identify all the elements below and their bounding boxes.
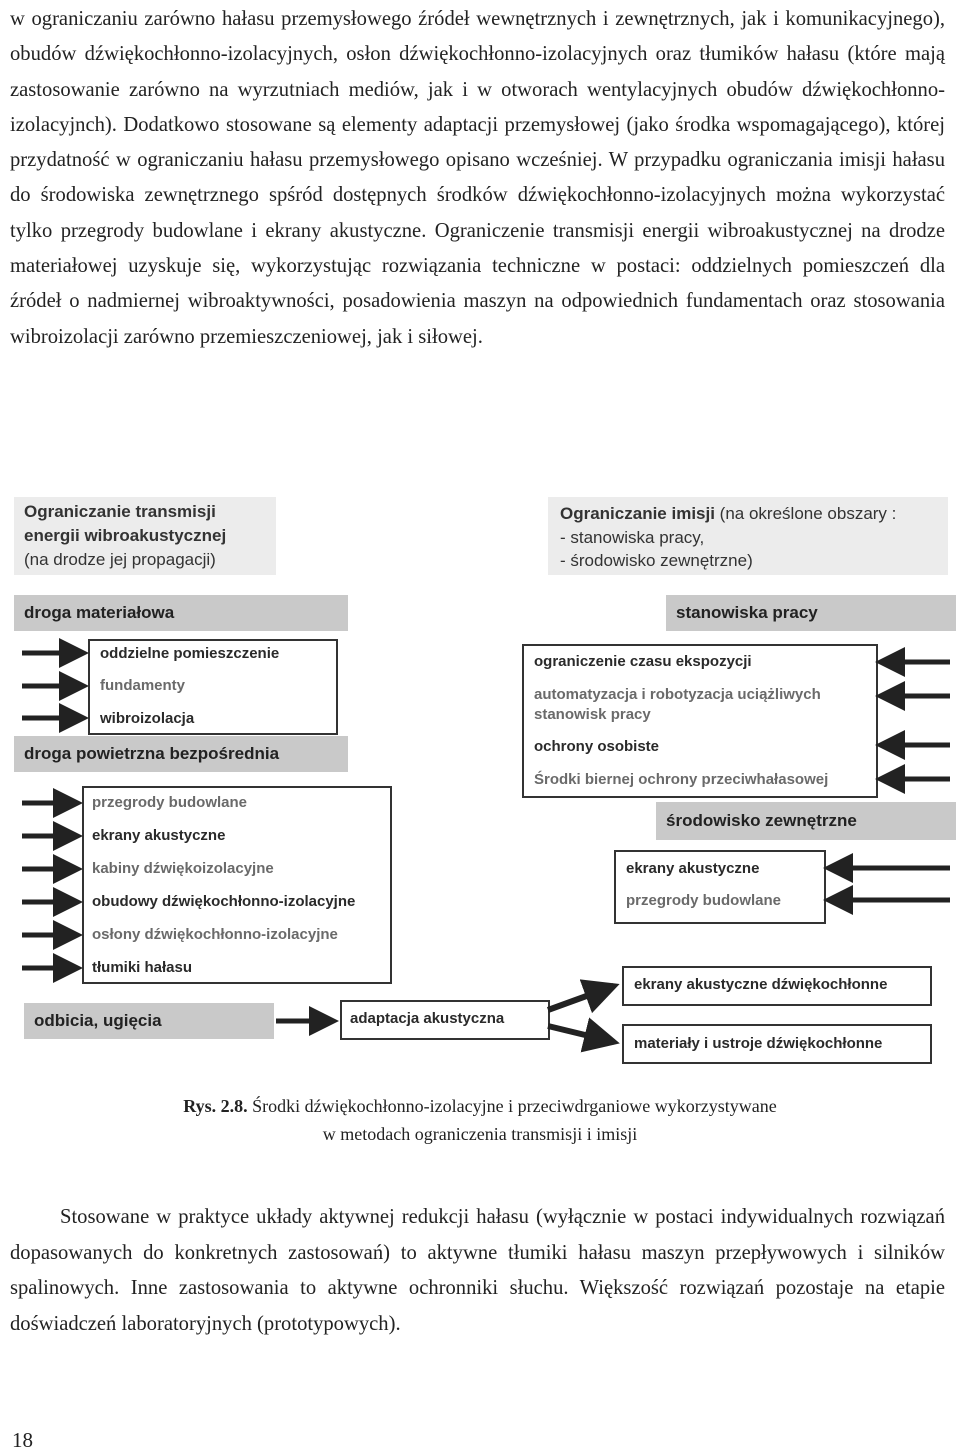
figure-caption-line2: w metodach ograniczenia transmisji i imisji: [322, 1124, 638, 1144]
ekrany-dzwiekochlonne-label: ekrany akustyczne dźwiękochłonne: [634, 976, 888, 993]
list-item: kabiny dźwiękoizolacyjne: [92, 860, 274, 877]
list-item: stanowisk pracy: [534, 706, 651, 723]
list-item: przegrody budowlane: [626, 892, 782, 909]
arrow-diagonal-icon: [548, 986, 614, 1010]
right-header-item1: - stanowiska pracy,: [560, 528, 705, 547]
list-item: automatyzacja i robotyzacja uciążliwych: [534, 686, 821, 703]
left-header-line2: energii wibroakustycznej: [24, 526, 227, 545]
materialy-label: materiały i ustroje dźwiękochłonne: [634, 1035, 883, 1052]
list-item: fundamenty: [100, 677, 186, 694]
droga-powietrzna-bar: droga powietrzna bezpośrednia: [14, 736, 348, 772]
list-item: ograniczenie czasu ekspozycji: [534, 653, 752, 670]
list-item: osłony dźwiękochłonno-izolacyjne: [92, 926, 338, 943]
right-header-item2: - środowisko zewnętrzne): [560, 551, 753, 570]
body-paragraph-2-text: Stosowane w praktyce układy aktywnej redukcji hałasu (wyłącznie w postaci indywidualnych rozwiązań dopasowanych do konkretnych zastosowań) to aktywne tłumiki hałasu maszyn przepływowych i silników spalinowych. Inne zastosowania to aktywne ochronniki słuchu. Większość rozwiązań pozostaje na etapie doświadczeń laboratoryjnych (prototypowych).: [10, 1206, 945, 1335]
figure-caption-line1: [0, 1096, 960, 1117]
odbicia-bar: odbicia, ugięcia: [24, 1003, 274, 1039]
list-item: tłumiki hałasu: [92, 959, 193, 976]
adaptacja-label: adaptacja akustyczna: [350, 1010, 505, 1027]
page-number: 18: [12, 1428, 33, 1452]
list-item: obudowy dźwiękochłonno-izolacyjne: [92, 893, 356, 910]
stanowiska-bar: stanowiska pracy: [666, 595, 956, 631]
list-item: ekrany akustyczne: [626, 860, 760, 877]
droga-materialowa-bar: droga materiałowa: [14, 595, 348, 631]
right-header-bold: Ograniczanie imisji: [560, 504, 715, 523]
left-header-line1: Ograniczanie transmisji: [24, 502, 216, 521]
list-item: wibroizolacja: [100, 710, 195, 727]
list-item: ekrany akustyczne: [92, 827, 226, 844]
list-item: Środki biernej ochrony przeciwhałasowej: [534, 771, 829, 788]
arrow-diagonal-icon: [548, 1026, 614, 1042]
body-paragraph-2: [10, 1200, 945, 1342]
figure-caption-text: Środki dźwiękochłonno-izolacyjne i przeciwdrganiowe wykorzystywane: [247, 1096, 777, 1116]
list-item: ochrony osobiste: [534, 738, 660, 755]
figure-caption-label: Rys. 2.8.: [183, 1096, 248, 1116]
srodowisko-bar: środowisko zewnętrzne: [656, 802, 956, 840]
body-paragraph-1: w ograniczaniu zarówno hałasu przemysłowego źródeł wewnętrznych i zewnętrznych, jak i komunikacyjnego), obudów dźwiękochłonno-izolacyjnych, osłon dźwiękochłonno-izolacyjnych oraz tłumików hałasu (które mają zastosowanie zarówno na wyrzutniach mediów, jak i w otworach wentylacyjnych obudów dźwiękochłonno-izolacyjnch). Dodatkowo stosowane są elementy adaptacji przemysłowej (jako środka wspomagającego), której przydatność w ograniczaniu hałasu przemysłowego opisano wcześniej. W przypadku ograniczania imisji hałasu do środowiska zewnętrznego spśród dostępnych środków dźwiękochłonno-izolacyjnych można wykorzystać tylko przegrody budowlane i ekrany akustyczne. Ograniczenie transmisji energii wibroakustycznej na drodze materiałowej uzyskuje się, wykorzystując rozwiązania techniczne w postaci: oddzielnych pomieszczeń dla źródeł o nadmiernej wibroaktywności, posadowienia maszyn na odpowiednich fundamentach oraz stosowania wibroizolacji zarówno przemieszczeniowej, jak i siłowej.: [10, 8, 945, 348]
left-header-line3: (na drodze jej propagacji): [24, 550, 216, 569]
right-header-rest: (na określone obszary :: [714, 504, 897, 523]
list-item: przegrody budowlane: [92, 794, 248, 811]
list-item: oddzielne pomieszczenie: [100, 645, 280, 662]
